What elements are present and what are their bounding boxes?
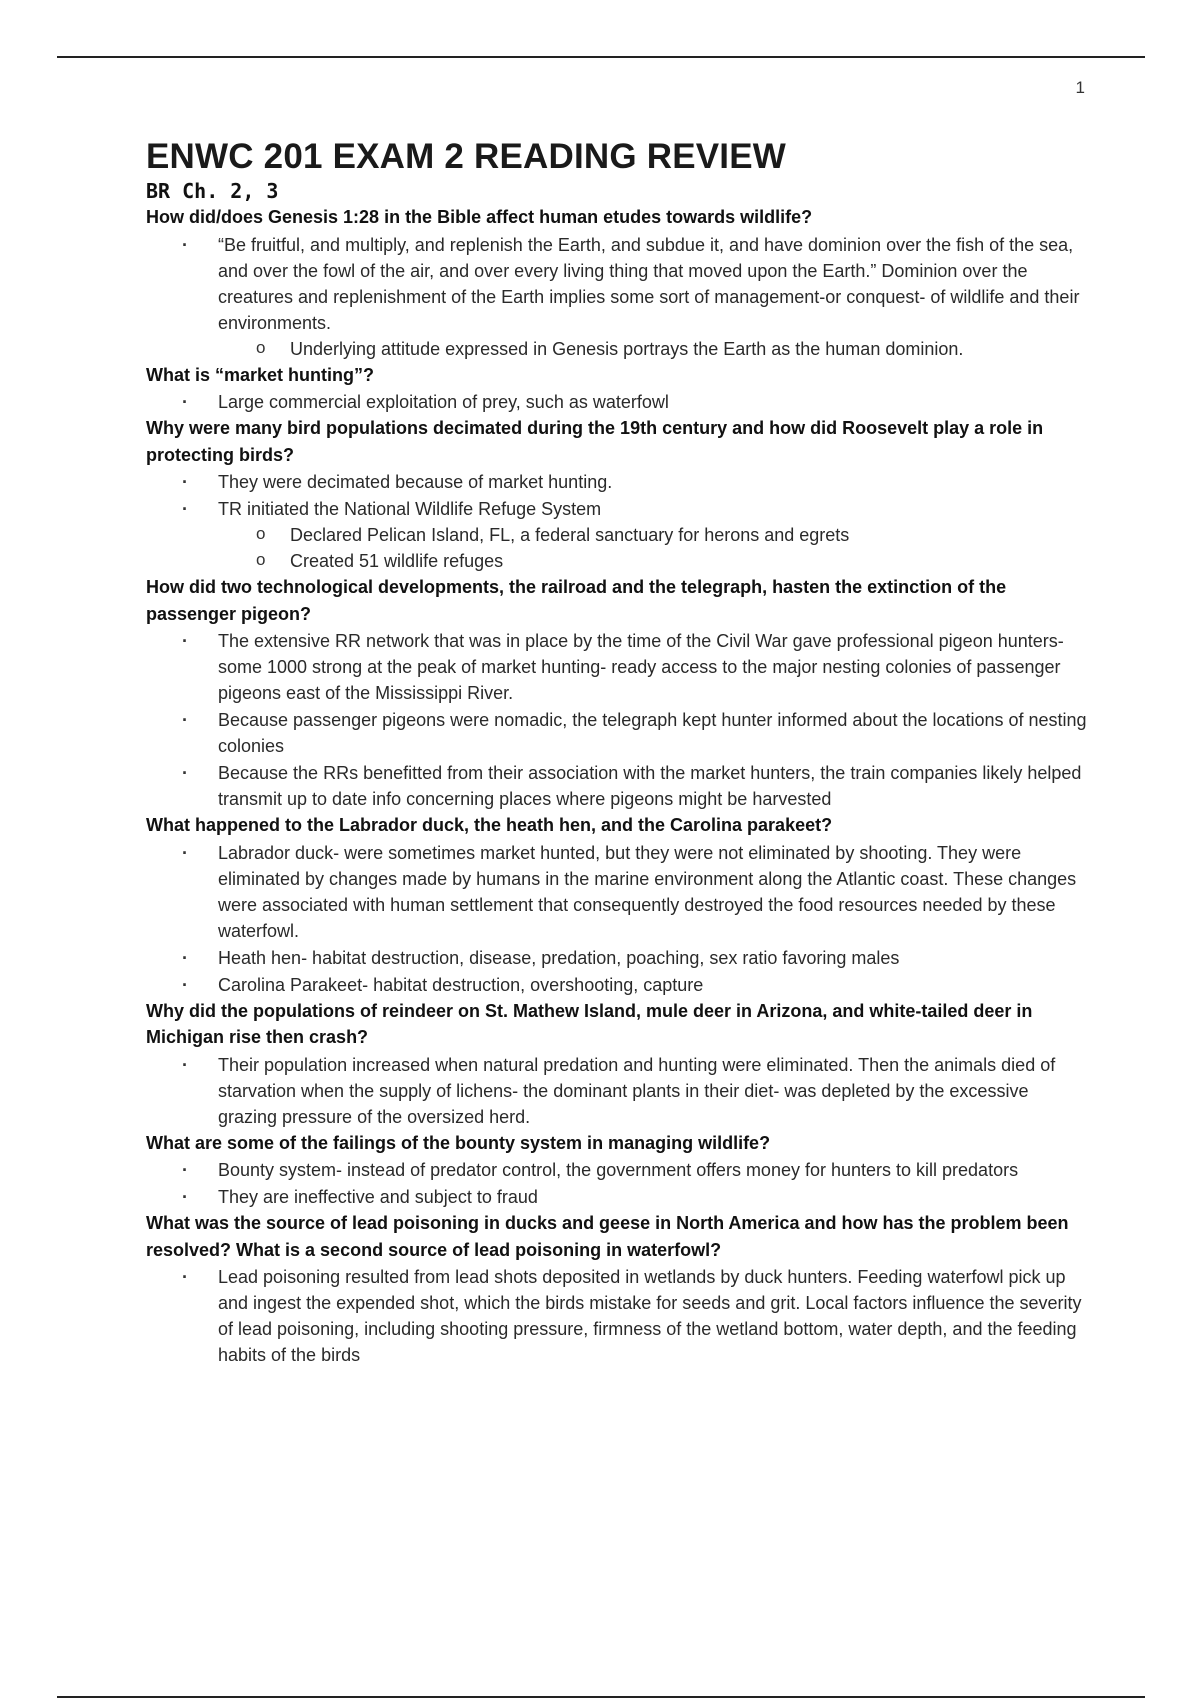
answer-bullet: · Lead poisoning resulted from lead shots deposited in wetlands by duck hunters. Feeding waterfowl pick up and ingest the expended shot, which the birds mistake for seeds and grit. Local factors influence the severity of lead poisoning, including shooting pressure, firmness of the wetland bottom, water depth, and the feeding habits of the birds xyxy=(146,1264,1088,1368)
answer-list xyxy=(146,628,1146,812)
answer-bullet: · Carolina Parakeet- habitat destruction, overshooting, capture xyxy=(146,972,1088,998)
answer-bullet: · TR initiated the National Wildlife Refuge System xyxy=(146,496,1088,522)
answer-sub-bullet: o Created 51 wildlife refuges xyxy=(146,548,1160,574)
answer-bullet: · Because passenger pigeons were nomadic, the telegraph kept hunter informed about the locations of nesting colonies xyxy=(146,707,1088,759)
question-heading: What was the source of lead poisoning in ducks and geese in North America and how has the problem been resolved? What is a second source of lead poisoning in waterfowl? xyxy=(146,1213,1069,1260)
page-number: 1 xyxy=(1075,78,1085,97)
answer-bullet: · Labrador duck- were sometimes market hunted, but they were not eliminated by shooting. They were eliminated by changes made by humans in the marine environment along the Atlantic coast. These changes were associated with human settlement that consequently destroyed the food resources needed by these waterfowl. xyxy=(146,840,1088,944)
question-heading: What are some of the failings of the bounty system in managing wildlife? xyxy=(146,1132,771,1153)
answer-bullet: · They are ineffective and subject to fraud xyxy=(146,1184,1088,1210)
sections xyxy=(146,204,1146,1368)
header-rule xyxy=(57,56,1145,58)
answer-bullet: · “Be fruitful, and multiply, and replenish the Earth, and subdue it, and have dominion over the fish of the sea, and over the fowl of the air, and over every living thing that moved upon the Earth.” Dominion over the creatures and replenishment of the Earth implies some sort of management-or conquest- of wildlife and their environments. xyxy=(146,232,1088,336)
answer-bullet: · Large commercial exploitation of prey, such as waterfowl xyxy=(146,389,1088,415)
answer-sub-bullet: o Underlying attitude expressed in Genesis portrays the Earth as the human dominion. xyxy=(146,336,1160,362)
question-heading: What happened to the Labrador duck, the heath hen, and the Carolina parakeet? xyxy=(146,815,833,835)
answer-list xyxy=(146,232,1146,362)
answer-sub-bullet: o Declared Pelican Island, FL, a federal sanctuary for herons and egrets xyxy=(146,522,1160,548)
question-heading: What is “market hunting”? xyxy=(146,364,375,385)
question-heading: Why were many bird populations decimated during the 19th century and how did Roosevelt play a role in protecting birds? xyxy=(146,418,1044,465)
answer-bullet: · They were decimated because of market hunting. xyxy=(146,469,1088,495)
answer-list xyxy=(146,1264,1146,1368)
answer-list xyxy=(146,389,1146,415)
answer-list xyxy=(146,1157,1146,1210)
answer-bullet: · The extensive RR network that was in place by the time of the Civil War gave professional pigeon hunters-some 1000 strong at the peak of market hunting- ready access to the major nesting colonies of passenger pigeons east of the Mississippi River. xyxy=(146,628,1088,706)
answer-bullet: · Because the RRs benefitted from their association with the market hunters, the train companies likely helped transmit up to date info concerning places where pigeons might be harvested xyxy=(146,760,1088,812)
question-heading: Why did the populations of reindeer on St. Mathew Island, mule deer in Arizona, and white-tailed deer in Michigan rise then crash? xyxy=(146,1000,1033,1047)
answer-bullet: · Bounty system- instead of predator control, the government offers money for hunters to kill predators xyxy=(146,1157,1088,1183)
answer-list xyxy=(146,840,1146,998)
page-subtitle: BR Ch. 2, 3 xyxy=(146,179,279,203)
answer-list xyxy=(146,1052,1146,1130)
document-body xyxy=(146,136,1146,1368)
answer-bullet: · Their population increased when natural predation and hunting were eliminated. Then the animals died of starvation when the supply of lichens- the dominant plants in their diet- was depleted by the excessive grazing pressure of the oversized herd. xyxy=(146,1052,1088,1130)
question-heading: How did/does Genesis 1:28 in the Bible affect human etudes towards wildlife? xyxy=(146,207,813,227)
page-title: ENWC 201 EXAM 2 READING REVIEW xyxy=(146,137,786,176)
answer-bullet: · Heath hen- habitat destruction, disease, predation, poaching, sex ratio favoring males xyxy=(146,945,1088,971)
footer-rule xyxy=(57,1696,1145,1698)
answer-list xyxy=(146,469,1146,574)
question-heading: How did two technological developments, the railroad and the telegraph, hasten the extinction of the passenger pigeon? xyxy=(146,577,1007,624)
